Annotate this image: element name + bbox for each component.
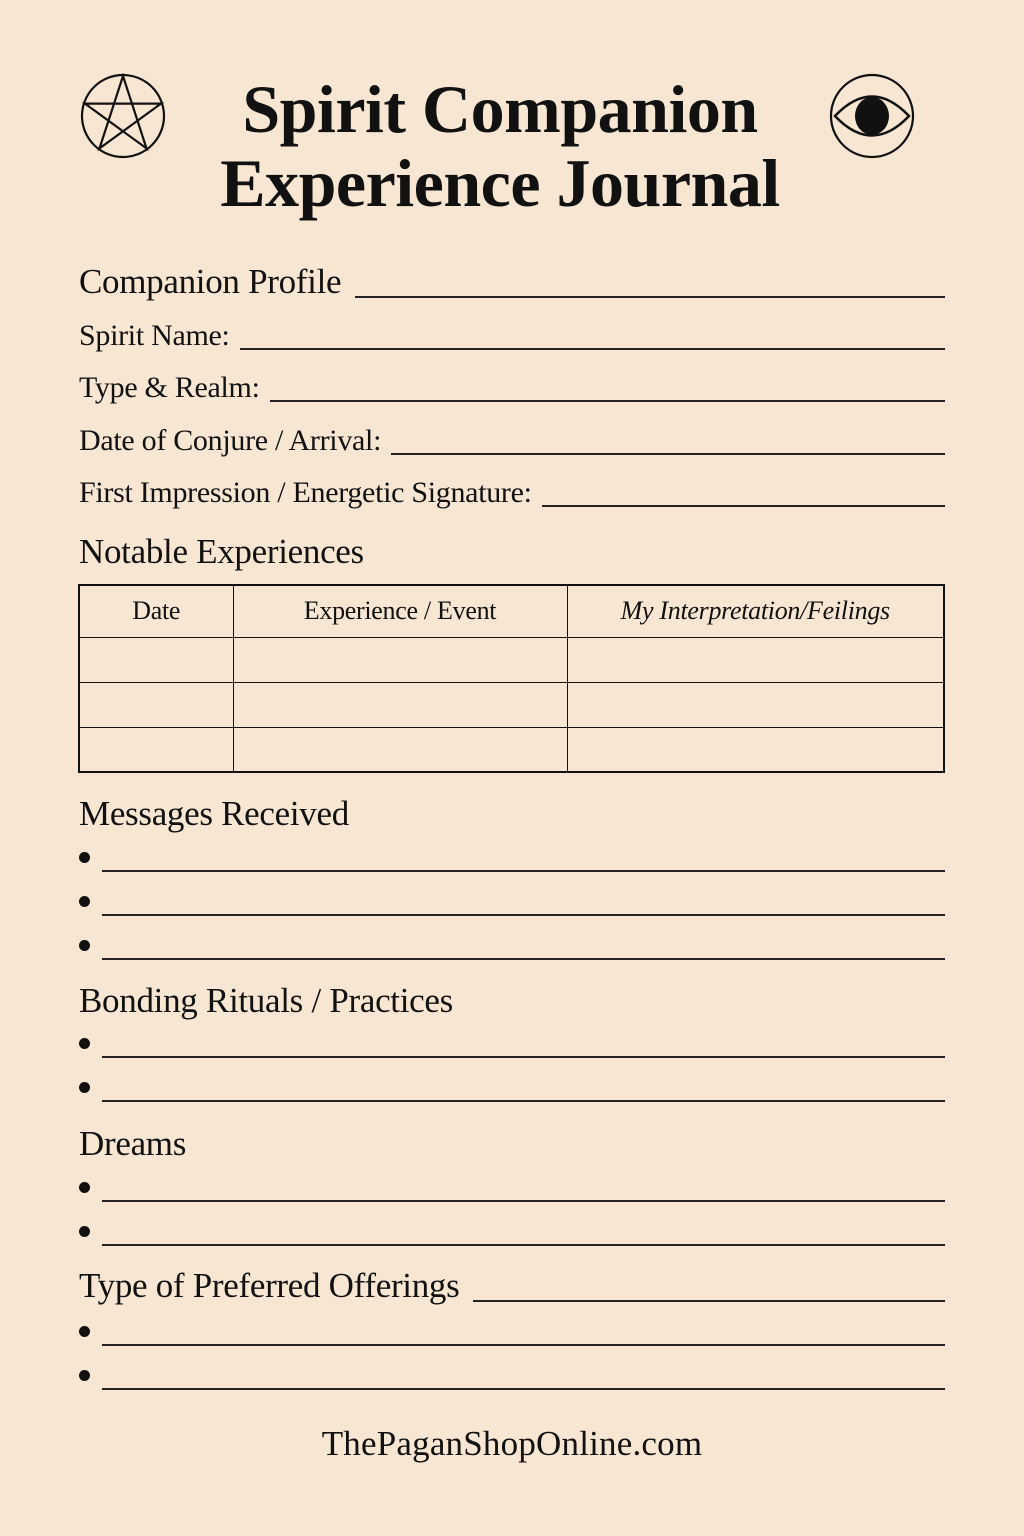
bullet-icon bbox=[79, 1038, 90, 1049]
eye-icon bbox=[829, 73, 915, 159]
table-cell-date[interactable] bbox=[79, 727, 233, 772]
spirit-name-input-line[interactable] bbox=[240, 348, 945, 350]
table-header-row bbox=[79, 585, 944, 637]
offering-line-1[interactable] bbox=[102, 1344, 945, 1346]
message-line-3[interactable] bbox=[102, 958, 945, 960]
field-date-of-conjure bbox=[79, 419, 945, 459]
field-spirit-name bbox=[79, 314, 945, 354]
list-item[interactable] bbox=[79, 1316, 945, 1346]
list-item[interactable] bbox=[79, 1216, 945, 1246]
field-type-realm bbox=[79, 366, 945, 406]
notable-experiences-heading: Notable Experiences bbox=[79, 532, 364, 571]
bonding-rituals-heading: Bonding Rituals / Practices bbox=[79, 981, 453, 1020]
offering-line-2[interactable] bbox=[102, 1388, 945, 1390]
table-cell-experience[interactable] bbox=[233, 727, 567, 772]
companion-profile-heading: Companion Profile bbox=[79, 262, 342, 301]
table-cell-date[interactable] bbox=[79, 682, 233, 727]
table-row bbox=[79, 637, 944, 682]
type-realm-label: Type & Realm: bbox=[79, 371, 260, 404]
date-of-conjure-label: Date of Conjure / Arrival: bbox=[79, 424, 382, 457]
bullet-icon bbox=[79, 1082, 90, 1093]
bullet-icon bbox=[79, 852, 90, 863]
dream-line-2[interactable] bbox=[102, 1244, 945, 1246]
companion-profile-heading-row bbox=[79, 258, 945, 302]
field-first-impression bbox=[79, 471, 945, 511]
bullet-icon bbox=[79, 1182, 90, 1193]
messages-received-heading: Messages Received bbox=[79, 794, 349, 833]
title-line-2: Experience Journal bbox=[220, 145, 780, 221]
column-header-interpretation: My Interpretation/Feilings bbox=[567, 585, 944, 637]
bullet-icon bbox=[79, 1370, 90, 1381]
table-cell-interpretation[interactable] bbox=[567, 727, 944, 772]
dream-line-1[interactable] bbox=[102, 1200, 945, 1202]
preferred-offerings-heading: Type of Preferred Offerings bbox=[79, 1266, 460, 1305]
dreams-heading: Dreams bbox=[79, 1124, 187, 1163]
list-item[interactable] bbox=[79, 1028, 945, 1058]
footer-website: ThePaganShopOnline.com bbox=[321, 1424, 703, 1463]
table-row bbox=[79, 682, 944, 727]
bullet-icon bbox=[79, 940, 90, 951]
table-row bbox=[79, 727, 944, 772]
first-impression-label: First Impression / Energetic Signature: bbox=[79, 476, 532, 509]
list-item[interactable] bbox=[79, 842, 945, 872]
date-of-conjure-input-line[interactable] bbox=[391, 453, 945, 455]
list-item[interactable] bbox=[79, 1072, 945, 1102]
bullet-icon bbox=[79, 1326, 90, 1337]
experiences-table bbox=[78, 584, 945, 773]
table-cell-interpretation[interactable] bbox=[567, 637, 944, 682]
table-cell-date[interactable] bbox=[79, 637, 233, 682]
table-cell-interpretation[interactable] bbox=[567, 682, 944, 727]
ritual-line-1[interactable] bbox=[102, 1056, 945, 1058]
spirit-name-label: Spirit Name: bbox=[79, 319, 230, 352]
page-title bbox=[140, 72, 860, 220]
column-header-experience: Experience / Event bbox=[233, 585, 567, 637]
message-line-2[interactable] bbox=[102, 914, 945, 916]
table-cell-experience[interactable] bbox=[233, 637, 567, 682]
bullet-icon bbox=[79, 896, 90, 907]
ritual-line-2[interactable] bbox=[102, 1100, 945, 1102]
list-item[interactable] bbox=[79, 1172, 945, 1202]
table-cell-experience[interactable] bbox=[233, 682, 567, 727]
list-item[interactable] bbox=[79, 886, 945, 916]
type-realm-input-line[interactable] bbox=[270, 400, 945, 402]
preferred-offerings-line[interactable] bbox=[473, 1300, 945, 1302]
title-line-1: Spirit Companion bbox=[242, 71, 758, 147]
companion-profile-line[interactable] bbox=[355, 296, 945, 298]
list-item[interactable] bbox=[79, 930, 945, 960]
message-line-1[interactable] bbox=[102, 870, 945, 872]
column-header-date: Date bbox=[79, 585, 233, 637]
list-item[interactable] bbox=[79, 1360, 945, 1390]
bullet-icon bbox=[79, 1226, 90, 1237]
first-impression-input-line[interactable] bbox=[542, 505, 945, 507]
preferred-offerings-heading-row bbox=[79, 1262, 945, 1306]
